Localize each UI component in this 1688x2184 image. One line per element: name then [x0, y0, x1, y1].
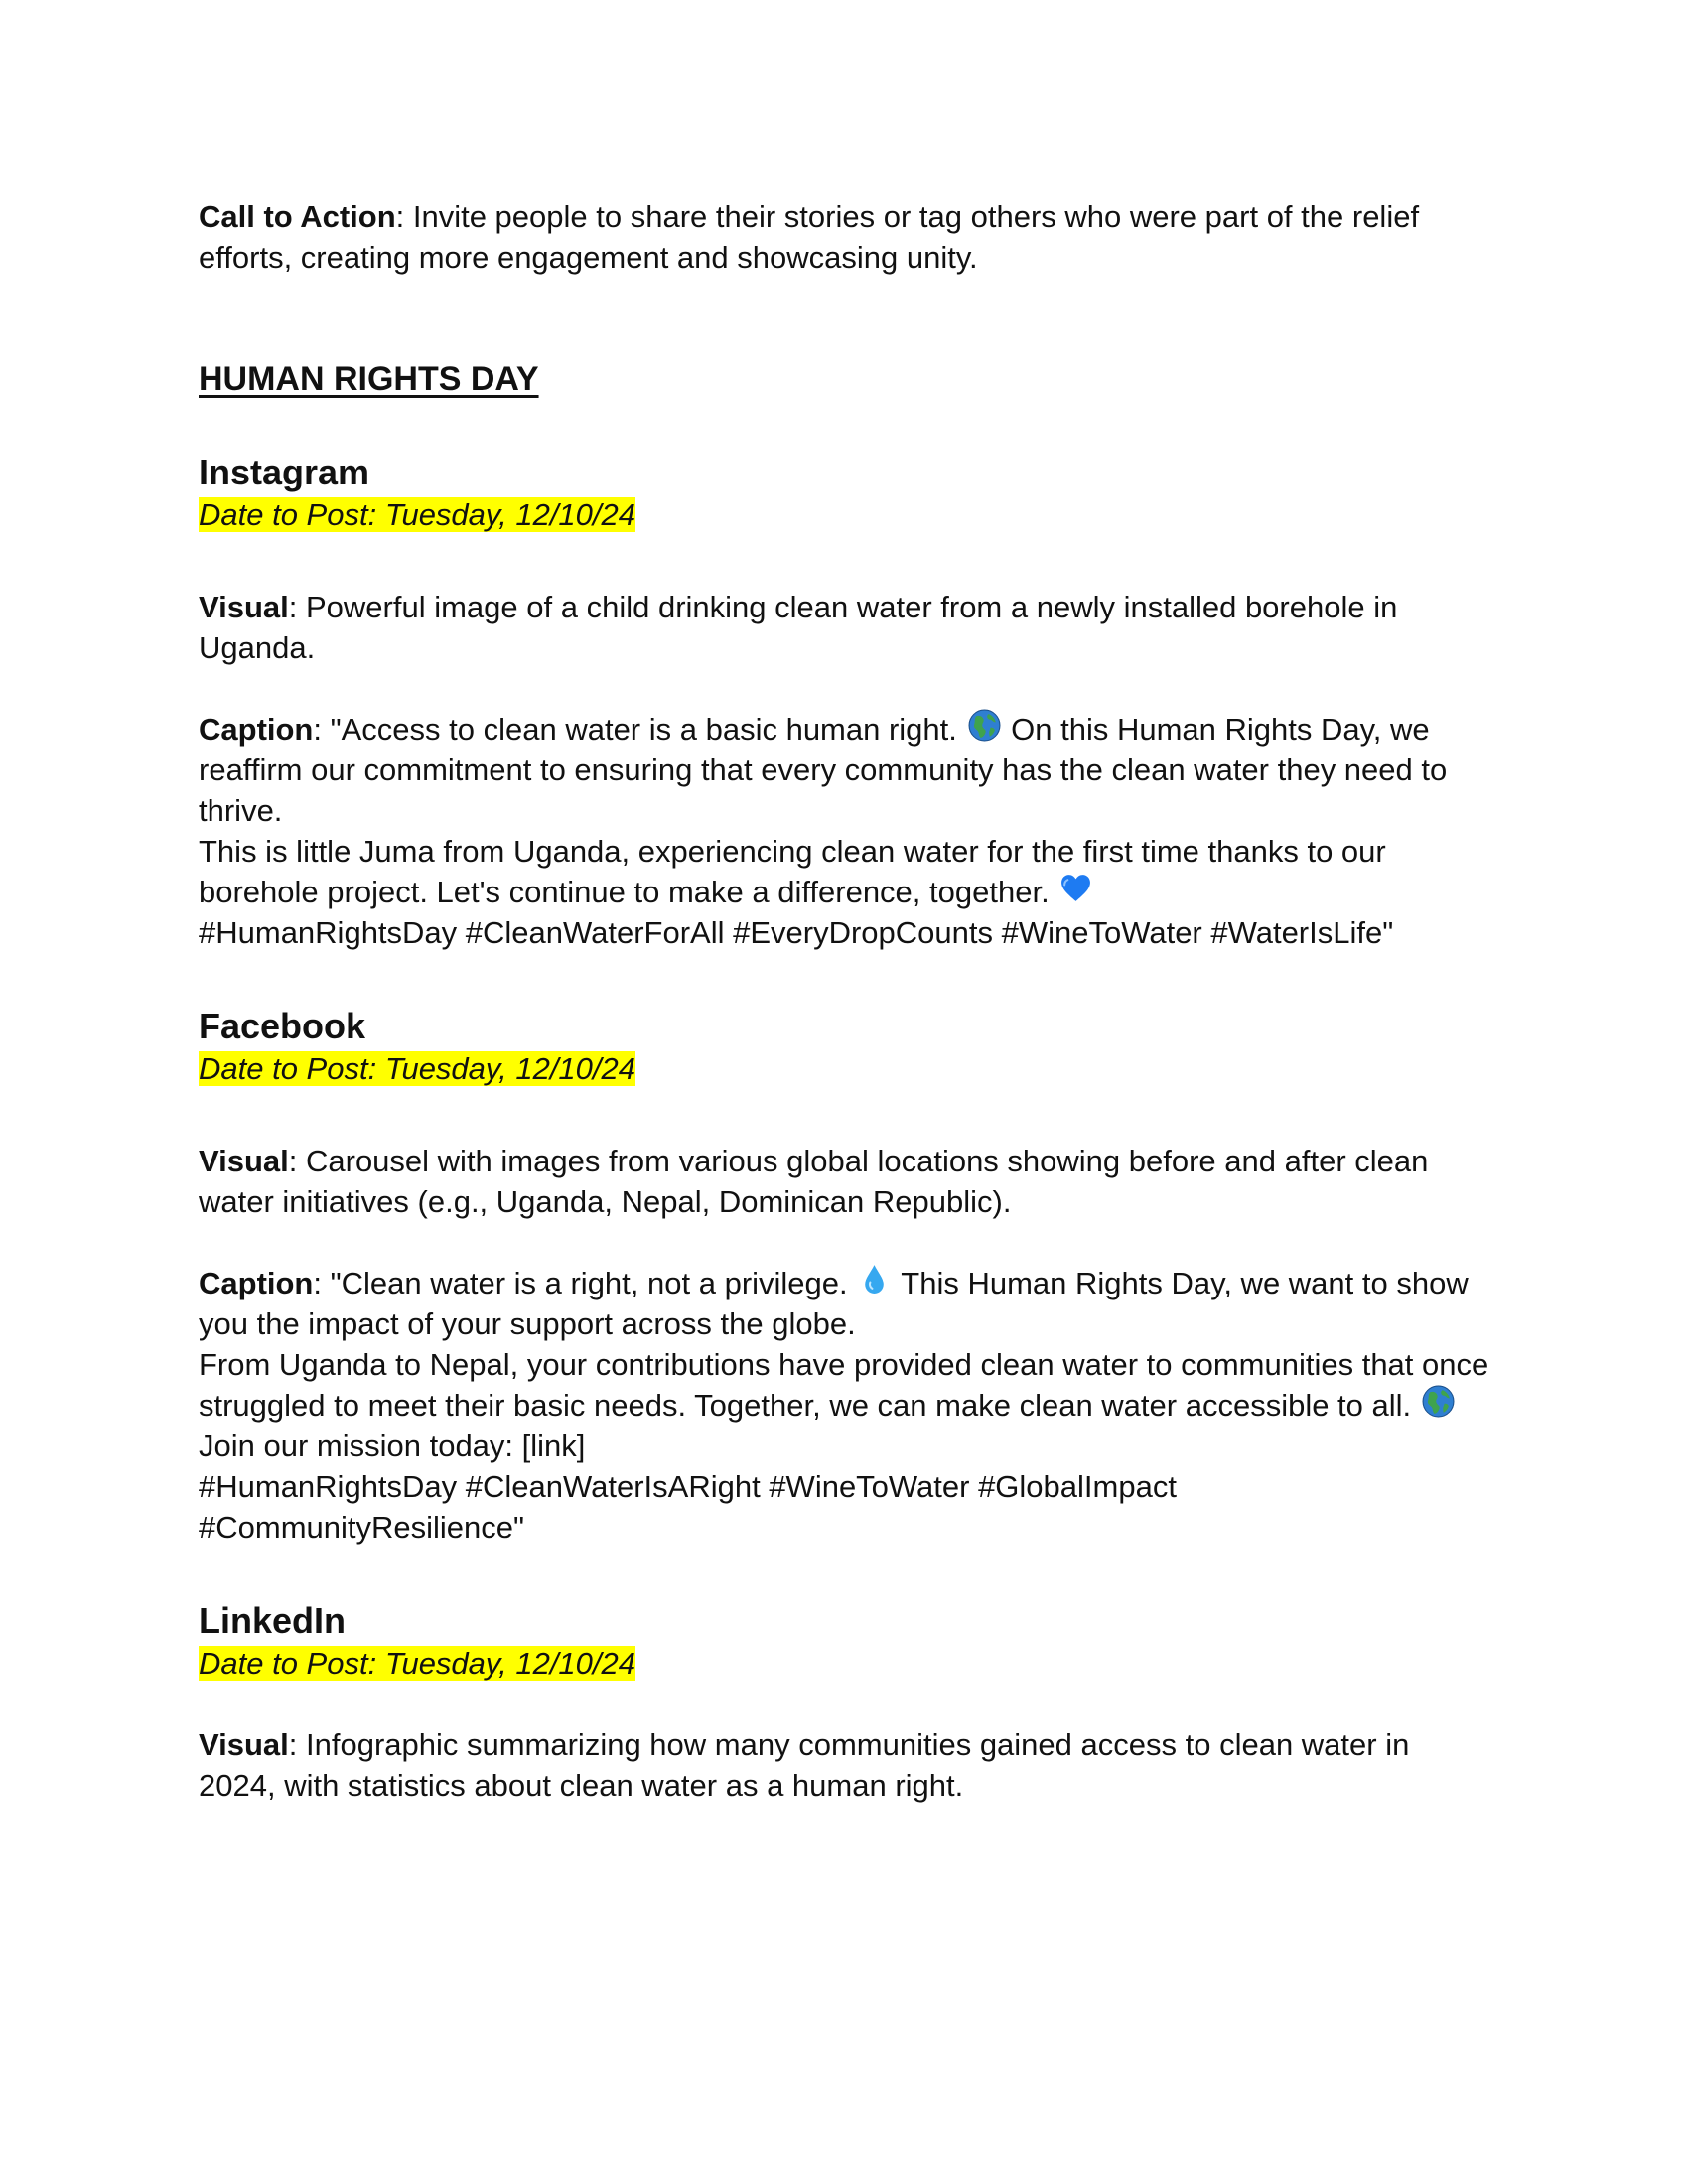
instagram-caption-line2 — [199, 831, 1489, 912]
linkedin-visual — [199, 1724, 1489, 1806]
facebook-caption-line2-text: From Uganda to Nepal, your contributions have provided clean water to communities that once struggled to meet their basic needs. Together, we can make clean water accessible to all. — [199, 1347, 1489, 1423]
instagram-heading: Instagram — [199, 452, 370, 492]
linkedin-date — [199, 1643, 1489, 1684]
call-to-action-text: : Invite people to share their stories or tag others who were part of the relief efforts, creating more engagement and showcasing unity. — [199, 200, 1420, 275]
facebook-heading: Facebook — [199, 1006, 366, 1046]
instagram-hashtags: #HumanRightsDay #CleanWaterForAll #EveryDropCounts #WineToWater #WaterIsLife" — [199, 915, 1394, 950]
instagram-date — [199, 494, 1489, 535]
facebook-caption-part-b: This Human Rights Day, we want to show you the impact of your support across the globe. — [199, 1266, 1469, 1341]
instagram-caption — [199, 709, 1489, 831]
instagram-caption-line2-text: This is little Juma from Uganda, experiencing clean water for the first time thanks to our borehole project. Let's continue to make a difference, together. — [199, 834, 1386, 909]
facebook-date — [199, 1048, 1489, 1089]
droplet-icon — [858, 1263, 891, 1296]
document-content — [199, 197, 1489, 1806]
instagram-visual-text: : Powerful image of a child drinking clean water from a newly installed borehole in Uganda. — [199, 590, 1398, 665]
linkedin-heading: LinkedIn — [199, 1600, 347, 1641]
facebook-join: Join our mission today: [link] — [199, 1429, 586, 1463]
call-to-action-paragraph — [199, 197, 1489, 278]
globe-icon — [968, 709, 1001, 742]
linkedin-visual-text: : Infographic summarizing how many communities gained access to clean water in 2024, with statistics about clean water as a human right. — [199, 1727, 1410, 1803]
instagram-caption-part-b: On this Human Rights Day, we reaffirm our commitment to ensuring that every community has the clean water they need to thrive. — [199, 712, 1448, 828]
instagram-visual — [199, 587, 1489, 668]
facebook-visual-text: : Carousel with images from various global locations showing before and after clean water initiatives (e.g., Uganda, Nepal, Dominican Republic). — [199, 1144, 1429, 1219]
call-to-action-label: Call to Action — [199, 200, 396, 234]
facebook-visual-label: Visual — [199, 1144, 289, 1178]
facebook-hashtags: #HumanRightsDay #CleanWaterIsARight #WineToWater #GlobalImpact #CommunityResilience" — [199, 1469, 1177, 1545]
facebook-caption — [199, 1263, 1489, 1344]
linkedin-date-highlight: Date to Post: Tuesday, 12/10/24 — [199, 1646, 636, 1681]
instagram-caption-part-a: : "Access to clean water is a basic human right. — [313, 712, 966, 747]
facebook-visual — [199, 1141, 1489, 1222]
section-title: HUMAN RIGHTS DAY — [199, 360, 539, 398]
facebook-caption-label: Caption — [199, 1266, 314, 1300]
facebook-caption-line2 — [199, 1344, 1489, 1426]
facebook-caption-part-a: : "Clean water is a right, not a privilege. — [313, 1266, 857, 1300]
blue-heart-icon — [1059, 872, 1092, 904]
instagram-date-highlight: Date to Post: Tuesday, 12/10/24 — [199, 497, 636, 532]
globe-icon — [1422, 1385, 1455, 1418]
linkedin-visual-label: Visual — [199, 1727, 289, 1762]
facebook-date-highlight: Date to Post: Tuesday, 12/10/24 — [199, 1051, 636, 1086]
instagram-caption-label: Caption — [199, 712, 314, 747]
instagram-visual-label: Visual — [199, 590, 289, 624]
